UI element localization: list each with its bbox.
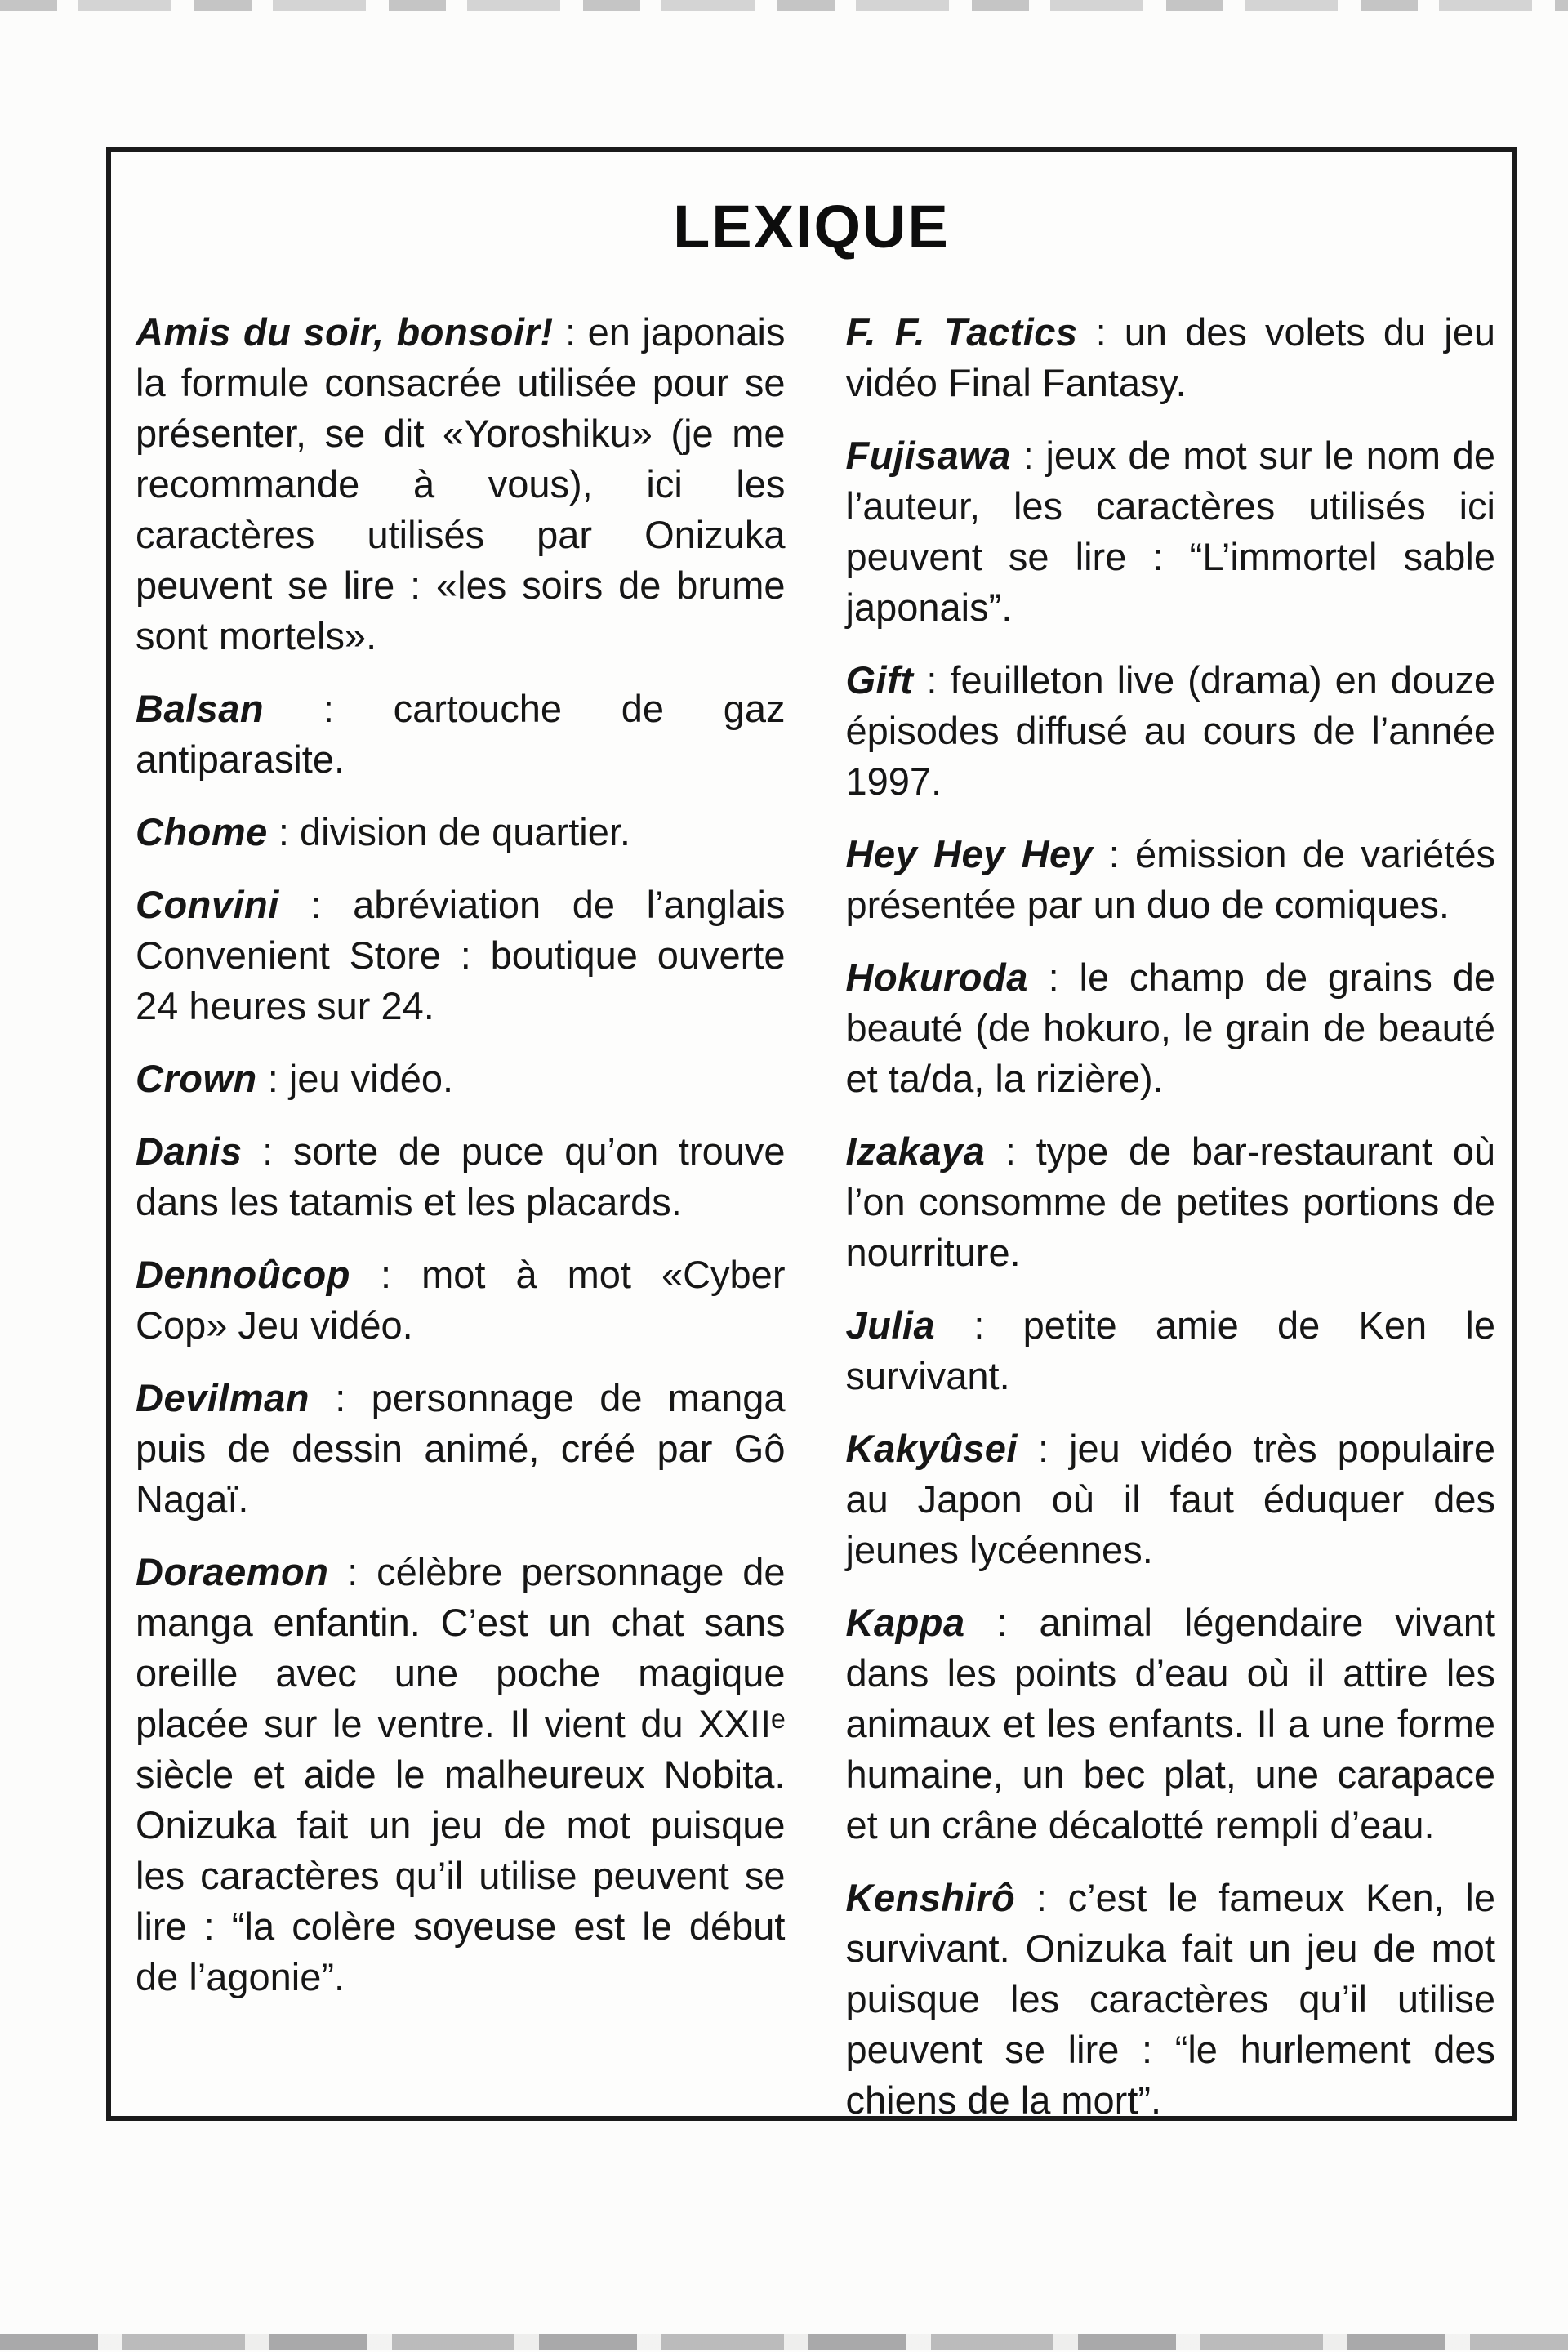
lexicon-entry (846, 1126, 1496, 1278)
entry-separator: : (1027, 956, 1080, 999)
entry-definition: le champ de grains de beauté (de hokuro, le grain de beauté et ta/da, la rizière). (845, 956, 1495, 1100)
entry-term: Devilman (136, 1376, 310, 1419)
lexicon-entry (846, 655, 1496, 807)
entry-term: Balsan (136, 687, 265, 730)
entry-separator: : (350, 1253, 422, 1296)
entry-term: Chome (136, 810, 268, 853)
entry-separator: : (264, 687, 394, 730)
entry-definition: mot à mot «Cyber Cop» Jeu vidéo. (136, 1253, 786, 1347)
entry-separator: : (1093, 832, 1136, 875)
lexicon-entry (846, 430, 1496, 633)
entry-term: Dennoûcop (136, 1253, 350, 1296)
lexicon-entry (846, 1300, 1496, 1401)
entry-separator: : (267, 810, 300, 853)
entry-definition: division de quartier. (299, 810, 630, 853)
entry-term: F. F. Tactics (845, 310, 1078, 354)
entry-separator: : (913, 658, 951, 702)
entry-separator: : (1017, 1427, 1070, 1470)
lexicon-column-left (136, 307, 786, 2148)
entry-term: Izakaya (845, 1129, 986, 1173)
lexicon-entry (136, 1250, 786, 1351)
entry-separator: : (985, 1129, 1036, 1173)
entry-term: Danis (136, 1129, 243, 1173)
entry-definition: jeu vidéo. (288, 1057, 454, 1100)
lexicon-entry (846, 307, 1496, 408)
entry-term: Kappa (845, 1601, 965, 1644)
entry-definition: un des volets du jeu vidéo Final Fantasy. (845, 310, 1495, 404)
lexicon-entry (846, 829, 1496, 930)
lexicon-entry (136, 807, 786, 858)
lexicon-entry (846, 952, 1496, 1104)
entry-definition: type de bar-restaurant où l’on consomme de petites portions de nourriture. (845, 1129, 1495, 1274)
entry-definition: personnage de manga puis de dessin animé, créé par Gô Nagaï. (136, 1376, 786, 1521)
entry-term: Gift (845, 658, 914, 702)
lexicon-entry (136, 880, 786, 1031)
entry-definition: en japonais la formule consacrée utilisée pour se présenter, se dit «Yoroshiku» (je me recommande à vous), ici les caractères utilisés par Onizuka peuvent se lire : «les soirs de brume sont mortels». (136, 310, 786, 657)
entry-separator: : (309, 1376, 372, 1419)
entry-separator: : (935, 1303, 1023, 1347)
scan-artifact-top (0, 0, 1568, 11)
entry-term: Amis du soir, bonsoir! (136, 310, 554, 354)
entry-separator: : (1011, 434, 1046, 477)
entry-separator: : (1015, 1876, 1068, 1919)
entry-term: Kakyûsei (845, 1427, 1018, 1470)
entry-term: Convini (136, 883, 279, 926)
entry-separator: : (242, 1129, 293, 1173)
entry-definition: feuilleton live (drama) en douze épisodes diffusé au cours de l’année 1997. (845, 658, 1495, 803)
entry-term: Kenshirô (845, 1876, 1016, 1919)
lexicon-columns (111, 260, 1512, 2148)
lexicon-entry (846, 1597, 1496, 1851)
lexicon-entry (846, 1423, 1496, 1575)
entry-definition: c’est le fameux Ken, le survivant. Onizuka fait un jeu de mot puisque les caractères qu’il utilise peuvent se lire : “le hurlement des chiens de la mort”. (845, 1876, 1495, 2122)
entry-separator: : (1077, 310, 1125, 354)
entry-term: Crown (136, 1057, 257, 1100)
entry-term: Fujisawa (845, 434, 1012, 477)
entry-definition: petite amie de Ken le survivant. (845, 1303, 1495, 1397)
lexicon-entry (846, 1873, 1496, 2126)
entry-separator: : (553, 310, 588, 354)
entry-definition: jeu vidéo très populaire au Japon où il faut éduquer des jeunes lycéennes. (845, 1427, 1495, 1571)
lexicon-entry (136, 1547, 786, 2002)
entry-definition: jeux de mot sur le nom de l’auteur, les caractères utilisés ici peuvent se lire : “L’immortel sable japonais”. (845, 434, 1495, 629)
lexicon-entry (136, 1054, 786, 1104)
entry-separator: : (278, 883, 354, 926)
entry-term: Doraemon (136, 1550, 329, 1593)
lexicon-border-frame (106, 147, 1517, 2121)
lexicon-entry (136, 307, 786, 662)
entry-definition: sorte de puce qu’on trouve dans les tatamis et les placards. (136, 1129, 786, 1223)
lexicon-entry (136, 1373, 786, 1525)
entry-definition: animal légendaire vivant dans les points d’eau où il attire les animaux et les enfants. Il a une forme humaine, un bec plat, une carapace et un crâne décalotté rempli d’eau. (845, 1601, 1495, 1846)
page-title: LEXIQUE (673, 193, 950, 261)
lexicon-entry (136, 1126, 786, 1227)
entry-separator: : (256, 1057, 289, 1100)
entry-separator: : (328, 1550, 377, 1593)
entry-definition: abréviation de l’anglais Convenient Store : boutique ouverte 24 heures sur 24. (136, 883, 786, 1027)
entry-term: Julia (845, 1303, 936, 1347)
entry-term: Hey Hey Hey (845, 832, 1094, 875)
entry-term: Hokuroda (845, 956, 1028, 999)
entry-definition: cartouche de gaz antiparasite. (136, 687, 786, 781)
lexicon-column-right (846, 307, 1496, 2148)
scan-artifact-bottom (0, 2334, 1568, 2350)
entry-separator: : (964, 1601, 1040, 1644)
lexicon-entry (136, 684, 786, 785)
entry-definition: émission de variétés présentée par un duo de comiques. (845, 832, 1495, 926)
entry-definition: célèbre personnage de manga enfantin. C’est un chat sans oreille avec une poche magique placée sur le ventre. Il vient du XXIIᵉ siècle et aide le malheureux Nobita. Onizuka fait un jeu de mot puisque les caractères qu’il utilise peuvent se lire : “la colère soyeuse est le début de l’agonie”. (136, 1550, 786, 1998)
